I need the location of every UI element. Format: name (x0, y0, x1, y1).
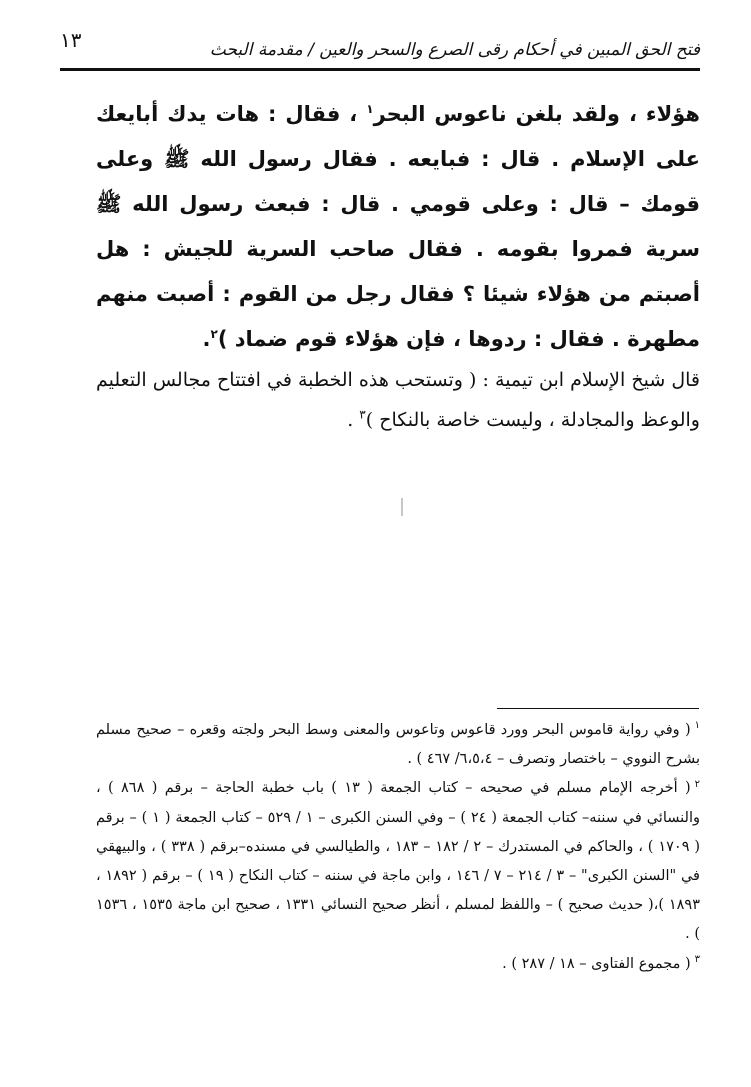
para1-end: . (202, 327, 211, 351)
para1-text-cont: ، فقال : هات يدك أبايعك على الإسلام . قال : فبايعه . فقال رسول الله ﷺ وعلى قومك – قال : وعلى قومي . قال : فبعث رسول الله ﷺ سرية فمروا بقومه . فقال صاحب السرية للجيش : هل أصبتم من هؤلاء شيئا ؟ فقال رجل من القوم : أصبت منهم مطهرة . فقال : ردوها ، فإن هؤلاء قوم ضماد ) (96, 102, 700, 351)
footnote-ref-1: ١ (366, 102, 374, 116)
body-paragraph-2 (96, 360, 700, 440)
footnote-1 (96, 716, 700, 774)
footnote-ref-2: ٢ (210, 327, 218, 341)
para2-end: . (347, 409, 354, 431)
page-number: ١٣ (60, 28, 82, 52)
header-rule (60, 68, 700, 71)
running-head (60, 28, 700, 62)
footnote-2 (96, 774, 700, 949)
footnote-marker: ٢ (694, 778, 700, 790)
footnote-marker: ٣ (694, 953, 700, 965)
para1-text: هؤلاء ، ولقد بلغن ناعوس البحر (373, 102, 700, 126)
footnote-3 (96, 950, 700, 979)
para2-text: قال شيخ الإسلام ابن تيمية : ( وتستحب هذه الخطبة في افتتاح مجالس التعليم والوعظ والمجادلة ، وليست خاصة بالنكاح ) (96, 369, 700, 431)
running-head-title: فتح الحق المبين في أحكام رقى الصرع والسحر والعين / مقدمة البحث (209, 40, 700, 60)
footnote-separator (497, 708, 699, 709)
footnote-text: ( أخرجه الإمام مسلم في صحيحه – كتاب الجمعة ( ١٣ ) باب خطبة الحاجة – برقم ( ٨٦٨ ) ، والنسائي في سننه– كتاب الجمعة ( ٢٤ ) – وفي السنن الكبرى – ١ / ٥٢٩ – كتاب الجمعة ( ١ ) – برقم ( ١٧٠٩ ) ، والحاكم في المستدرك – ٢ / ١٨٢ – ١٨٣ ، والطيالسي في مسنده–برقم ( ٣٣٨ ) ، والبيهقي في "السنن الكبرى" – ٣ / ٢١٤ – ٧ / ١٤٦ ، وابن ماجة في سننه – كتاب النكاح ( ١٩ ) – برقم ( ١٨٩٢ ، ١٨٩٣ )،( حديث صحيح ) – واللفظ لمسلم ، أنظر صحيح النسائي ١٣٣١ ، صحيح ابن ماجة ١٥٣٥ ، ١٥٣٦ ) . (96, 780, 701, 943)
footnote-text: ( مجموع الفتاوى – ١٨ / ٢٨٧ ) . (502, 955, 691, 972)
scan-mark (401, 498, 403, 516)
footnote-marker: ١ (694, 720, 700, 732)
footnote-ref-3: ٣ (359, 407, 366, 422)
footnote-text: ( وفي رواية قاموس البحر وورد قاعوس وتاعوس والمعنى وسط البحر ولجته وقعره – صحيح مسلم بشرح النووي – باختصار وتصرف – ٦،٥،٤/ ٤٦٧ ) . (96, 722, 700, 768)
body-paragraph-1 (96, 92, 700, 362)
footnotes (96, 716, 700, 979)
